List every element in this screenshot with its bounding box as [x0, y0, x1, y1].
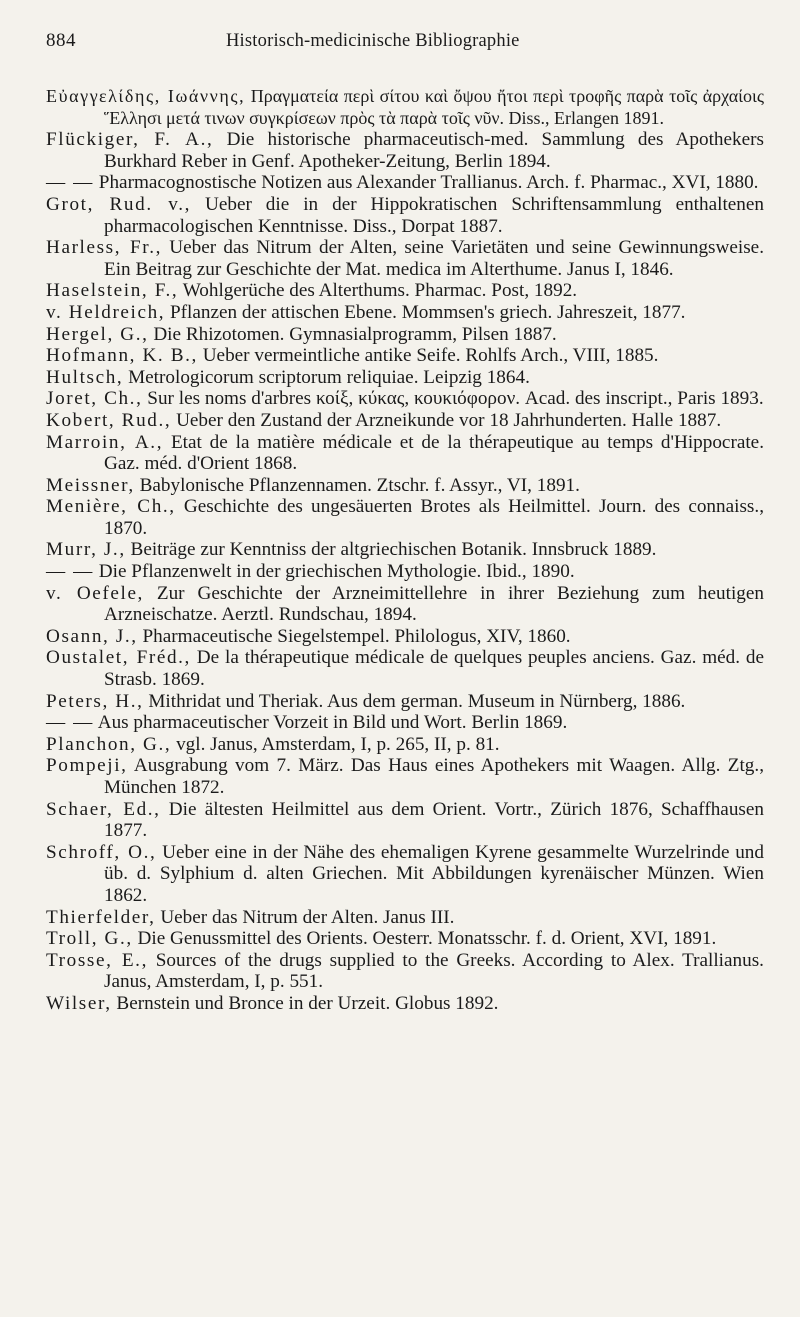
bibliography-entry — [46, 475, 764, 497]
entry-text: Die ältesten Heilmittel aus dem Orient. Vortr., Zürich 1876, Schaffhausen 1877. — [104, 798, 764, 842]
entry-author: Harless, Fr., — [46, 237, 163, 259]
entry-text: Ueber das Nitrum der Alten, seine Varietäten und seine Gewinnungsweise. Ein Beitrag zur Geschichte der Mat. medica im Alterthume. Janus I, 1846. — [104, 237, 764, 280]
entry-text: Aus pharmaceutischer Vorzeit in Bild und Wort. Berlin 1869. — [93, 712, 568, 734]
entry-author: Schaer, Ed., — [46, 798, 161, 820]
entry-text: Babylonische Pflanzennamen. Ztschr. f. Assyr., VI, 1891. — [134, 474, 580, 496]
entry-author: Trosse, E., — [46, 949, 148, 971]
entry-text: Ueber die in der Hippokratischen Schriftensammlung enthaltenen pharmacologischen Kenntnisse. Diss., Dorpat 1887. — [104, 193, 765, 237]
bibliography-entry — [46, 842, 764, 907]
entry-text: Mithridat und Theriak. Aus dem german. Museum in Nürnberg, 1886. — [143, 690, 686, 712]
bibliography-entry — [46, 928, 764, 950]
bibliography-entry — [46, 194, 764, 237]
bibliography-entry — [46, 496, 764, 539]
entry-author: Joret, Ch., — [46, 388, 143, 410]
entry-text: Pflanzen der attischen Ebene. Mommsen's griech. Jahreszeit, 1877. — [165, 301, 686, 323]
bibliography-entry — [46, 172, 764, 194]
bibliography-entry — [46, 907, 764, 929]
bibliography-entry — [46, 647, 764, 690]
bibliography-entry — [46, 86, 764, 129]
entry-author: Troll, G., — [46, 928, 133, 950]
bibliography-entry — [46, 626, 764, 648]
entry-author: Εὐαγγελίδης, Ιωάννης, — [46, 86, 246, 106]
entry-text: Wohlgerüche des Alterthums. Pharmac. Post, 1892. — [178, 280, 578, 302]
entry-author: Flückiger, F. A., — [46, 129, 214, 151]
entry-author: Hofmann, K. B., — [46, 345, 198, 367]
entry-author: v. Heldreich, — [46, 301, 166, 323]
page-header — [46, 30, 764, 68]
bibliography-entry — [46, 691, 764, 713]
entry-text: Ueber das Nitrum der Alten. Janus III. — [155, 906, 455, 928]
bibliography-entry — [46, 367, 764, 389]
entry-author: Menière, Ch., — [46, 496, 176, 518]
bibliography-entry — [46, 561, 764, 583]
entry-text: Die Rhizotomen. Gymnasialprogramm, Pilsen 1887. — [148, 323, 557, 345]
bibliography-entry — [46, 734, 764, 756]
entry-text: Beiträge zur Kenntniss der altgriechischen Botanik. Innsbruck 1889. — [125, 539, 657, 561]
entry-text: De la thérapeutique médicale de quelques peuples anciens. Gaz. méd. de Strasb. 1869. — [104, 647, 764, 691]
entry-text: Sources of the drugs supplied to the Greeks. According to Alex. Trallianus. Janus, Amsterdam, I, p. 551. — [104, 949, 764, 993]
bibliography-entry — [46, 993, 764, 1015]
entry-text: Etat de la matière médicale et de la thérapeutique au temps d'Hippocrate. Gaz. méd. d'Orient 1868. — [104, 431, 764, 475]
bibliography-entry — [46, 302, 764, 324]
entry-author: Hultsch, — [46, 366, 124, 388]
entry-author: Pompeji, — [46, 755, 128, 777]
bibliography-entry — [46, 129, 764, 172]
entry-text: Zur Geschichte der Arzneimittellehre in ihrer Beziehung zum heutigen Arzneischatze. Aerztl. Rundschau, 1894. — [104, 582, 764, 626]
entry-text: Pharmacognostische Notizen aus Alexander Trallianus. Arch. f. Pharmac., XVI, 1880. — [93, 172, 759, 194]
entry-text: Ueber eine in der Nähe des ehemaligen Kyrene gesammelte Wurzelrinde und üb. d. Sylphium d. alten Griechen. Mit Abbildungen kyrenäischer Münzen. Wien 1862. — [104, 841, 764, 906]
entry-author: v. Oefele, — [46, 582, 144, 604]
entry-author: Thierfelder, — [46, 906, 156, 928]
bibliography-entry — [46, 345, 764, 367]
entry-text: Die Pflanzenwelt in der griechischen Mythologie. Ibid., 1890. — [93, 561, 575, 583]
entry-text: Geschichte des ungesäuerten Brotes als Heilmittel. Journ. des connaiss., 1870. — [104, 496, 764, 539]
entry-author: — — — [46, 172, 94, 194]
page-number: 884 — [46, 30, 76, 51]
entry-text: Die Genussmittel des Orients. Oesterr. Monatsschr. f. d. Orient, XVI, 1891. — [132, 928, 717, 950]
entry-author: Peters, H., — [46, 690, 144, 712]
entry-author: Osann, J., — [46, 625, 138, 647]
entry-author: Kobert, Rud., — [46, 409, 172, 431]
entry-author: Haselstein, F., — [46, 280, 179, 302]
entry-text: Pharmaceutische Siegelstempel. Philologus, XIV, 1860. — [137, 625, 571, 647]
bibliography-entry — [46, 539, 764, 561]
entry-text: Πραγματεία περὶ σίτου καὶ ὄψου ἤτοι περὶ τροφῆς παρὰ τοῖς ἀρχαίοις Ἕλλησι μετά τινων συγκρίσεων πρὸς τὰ παρὰ τοῖς νῦν. Diss., Erlangen 1891. — [104, 86, 764, 128]
bibliography-entry — [46, 799, 764, 842]
entry-author: Oustalet, Fréd., — [46, 647, 191, 669]
entry-author: — — — [46, 712, 94, 734]
entry-text: Ueber den Zustand der Arzneikunde vor 18 Jahrhunderten. Halle 1887. — [171, 409, 722, 431]
bibliography-entry — [46, 388, 764, 410]
entry-text: Ausgrabung vom 7. März. Das Haus eines Apothekers mit Waagen. Allg. Ztg., München 1872. — [104, 755, 764, 798]
entry-text: Metrologicorum scriptorum reliquiae. Leipzig 1864. — [123, 366, 530, 388]
entry-author: Grot, Rud. v., — [46, 193, 192, 215]
entry-author: — — — [46, 561, 94, 583]
running-head: Historisch-medicinische Bibliographie — [226, 31, 520, 51]
bibliography-entry — [46, 237, 764, 280]
bibliography-entry — [46, 755, 764, 798]
bibliography-entry — [46, 410, 764, 432]
entry-author: Wilser, — [46, 992, 112, 1014]
bibliography-entry — [46, 950, 764, 993]
bibliography-entry — [46, 324, 764, 346]
entry-author: Murr, J., — [46, 539, 126, 561]
entry-author: Meissner, — [46, 474, 135, 496]
bibliography-entry — [46, 712, 764, 734]
entry-author: Marroin, A., — [46, 431, 164, 453]
entry-author: Schroff, O., — [46, 841, 157, 863]
entry-text: Die historische pharmaceutisch-med. Sammlung des Apothekers Burkhard Reber in Genf. Apotheker-Zeitung, Berlin 1894. — [104, 129, 764, 172]
entry-text: Bernstein und Bronce in der Urzeit. Globus 1892. — [111, 992, 499, 1014]
entry-text: Sur les noms d'arbres κοίξ, κύκας, κουκιόφορον. Acad. des inscript., Paris 1893. — [142, 388, 764, 410]
bibliography-entry — [46, 280, 764, 302]
entry-author: Hergel, G., — [46, 323, 149, 345]
entry-text: vgl. Janus, Amsterdam, I, p. 265, II, p. 81. — [171, 733, 500, 755]
entry-text: Ueber vermeintliche antike Seife. Rohlfs Arch., VIII, 1885. — [197, 345, 659, 367]
bibliography-entry — [46, 432, 764, 475]
entry-author: Planchon, G., — [46, 733, 172, 755]
bibliography-entry — [46, 583, 764, 626]
bibliography-list — [46, 86, 764, 1015]
